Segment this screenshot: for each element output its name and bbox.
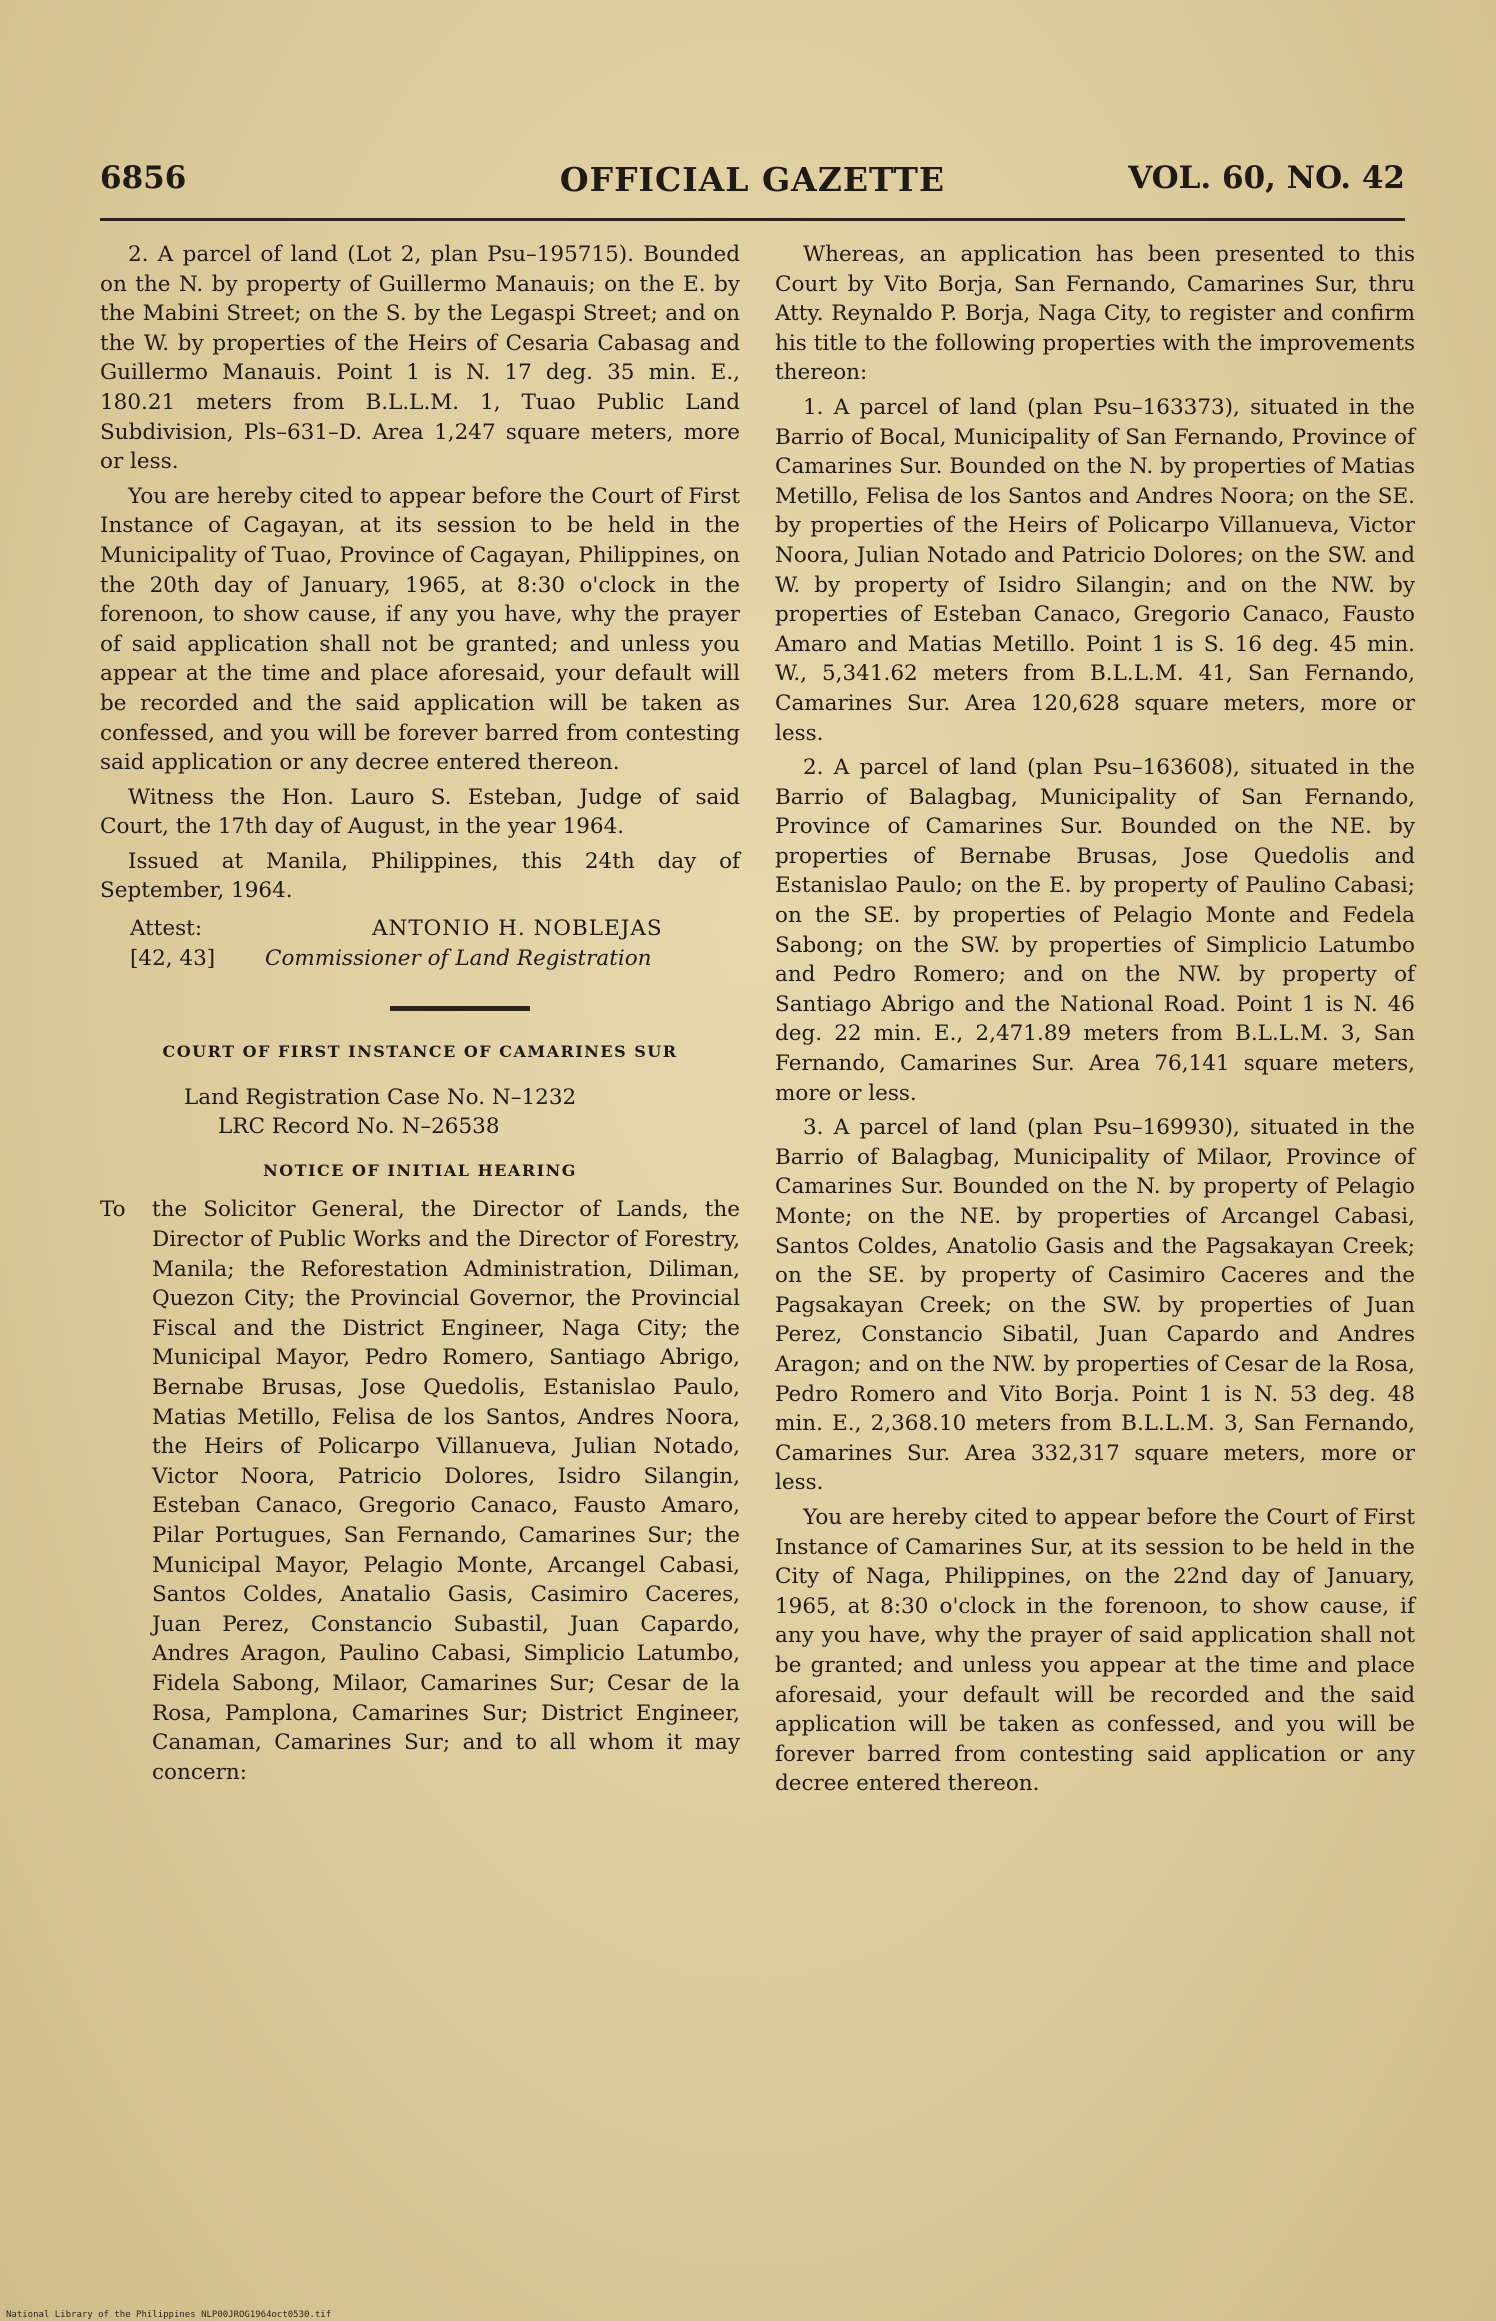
witness-paragraph: Witness the Hon. Lauro S. Esteban, Judge of said Court, the 17th day of August, in the year 1964.	[100, 784, 740, 840]
parcel-paragraph-3: 3. A parcel of land (plan Psu–169930), situated in the Barrio of Balagbag, Municipality of Milaor, Province of Camarines Sur. Bounded on the N. by property of Pelagio Monte; on the NE. by properties of Arcangel Cabasi, Santos Coldes, Anatolio Gasis and the Pagsakayan Creek; on the SE. by property of Casimiro Caceres and the Pagsakayan Creek; on the SW. by properties of Juan Perez, Constancio Sibatil, Juan Capardo and Andres Aragon; and on the NW. by properties of Cesar de la Rosa, Pedro Romero and Vito Borja. Point 1 is N. 53 deg. 48 min. E., 2,368.10 meters from B.L.L.M. 3, San Fernando, Camarines Sur. Area 332,317 square meters, more or less.	[775, 1115, 1415, 1496]
notice-heading: NOTICE OF INITIAL HEARING	[263, 1160, 577, 1180]
citation-paragraph: You are hereby cited to appear before the Court of First Instance of Cagayan, at its session to be held in the Municipality of Tuao, Province of Cagayan, Philippines, on the 20th day of January, 1965, at 8:30 o'clock in the forenoon, to show cause, if any you have, why the prayer of said application shall not be granted; and unless you appear at the time and place aforesaid, your default will be recorded and the said application will be taken as confessed, and you will be forever barred from contesting said application or any decree entered thereon.	[100, 483, 740, 776]
publication-title: OFFICIAL GAZETTE	[559, 160, 946, 199]
attest-label: Attest:	[130, 916, 203, 942]
page-number: 6856	[100, 160, 187, 196]
parcel-paragraph-1: 1. A parcel of land (plan Psu–163373), situated in the Barrio of Bocal, Municipality of San Fernando, Province of Camarines Sur. Bounded on the N. by properties of Matias Metillo, Felisa de los Santos and Andres Noora; on the SE. by properties of the Heirs of Policarpo Villanueva, Victor Noora, Julian Notado and Patricio Dolores; on the SW. and W. by property of Isidro Silangin; and on the NW. by properties of Esteban Canaco, Gregorio Canaco, Fausto Amaro and Matias Metillo. Point 1 is S. 16 deg. 45 min. W., 5,341.62 meters from B.L.L.M. 41, San Fernando, Camarines Sur. Area 120,628 square meters, more or less.	[775, 394, 1415, 746]
attest-block	[100, 914, 740, 976]
scan-footer: National Library of the Philippines NLP00JROG1964oct0530.tif	[6, 2310, 332, 2320]
left-column	[100, 240, 740, 1787]
lrc-record: LRC Record No. N–26538	[218, 1114, 500, 1140]
page-header	[100, 160, 1405, 210]
section-divider	[390, 1006, 530, 1011]
whereas-paragraph: Whereas, an application has been presented to this Court by Vito Borja, San Fernando, Camarines Sur, thru Atty. Reynaldo P. Borja, Naga City, to register and confirm his title to the following properties with the improvements thereon:	[775, 242, 1415, 386]
addressee-block	[100, 1195, 740, 1787]
right-column	[775, 240, 1415, 1804]
addressee-list: the Solicitor General, the Director of Lands, the Director of Public Works and the Director of Forestry, Manila; the Reforestation Administration, Diliman, Quezon City; the Provincial Governor, the Provincial Fiscal and the District Engineer, Naga City; the Municipal Mayor, Pedro Romero, Santiago Abrigo, Bernabe Brusas, Jose Quedolis, Estanislao Paulo, Matias Metillo, Felisa de los Santos, Andres Noora, the Heirs of Policarpo Villanueva, Julian Notado, Victor Noora, Patricio Dolores, Isidro Silangin, Esteban Canaco, Gregorio Canaco, Fausto Amaro, Pilar Portugues, San Fernando, Camarines Sur; the Municipal Mayor, Pelagio Monte, Arcangel Cabasi, Santos Coldes, Anatalio Gasis, Casimiro Caceres, Juan Perez, Constancio Subastil, Juan Capardo, Andres Aragon, Paulino Cabasi, Simplicio Latumbo, Fidela Sabong, Milaor, Camarines Sur; Cesar de la Rosa, Pamplona, Camarines Sur; District Engineer, Canaman, Camarines Sur; and to all whom it may concern:	[152, 1197, 740, 1785]
parcel-paragraph-2: 2. A parcel of land (plan Psu–163608), situated in the Barrio of Balagbag, Municipality of San Fernando, Province of Camarines Sur. Bounded on the NE. by properties of Bernabe Brusas, Jose Quedolis and Estanislao Paulo; on the E. by property of Paulino Cabasi; on the SE. by properties of Pelagio Monte and Fedela Sabong; on the SW. by properties of Simplicio Latumbo and Pedro Romero; and on the NW. by property of Santiago Abrigo and the National Road. Point 1 is N. 46 deg. 22 min. E., 2,471.89 meters from B.L.L.M. 3, San Fernando, Camarines Sur. Area 76,141 square meters, more or less.	[775, 755, 1415, 1106]
header-rule	[100, 218, 1405, 221]
court-heading: COURT OF FIRST INSTANCE OF CAMARINES SUR	[162, 1042, 678, 1062]
to-word: To	[100, 1197, 126, 1223]
volume-number: VOL. 60, NO. 42	[1128, 160, 1405, 196]
attest-name: ANTONIO H. NOBLEJAS	[372, 916, 663, 942]
case-number: Land Registration Case No. N–1232	[184, 1084, 577, 1110]
citation-paragraph-2: You are hereby cited to appear before the Court of First Instance of Camarines Sur, at its session to be held in the City of Naga, Philippines, on the 22nd day of January, 1965, at 8:30 o'clock in the forenoon, to show cause, if any you have, why the prayer of said application shall not be granted; and unless you appear at the time and place aforesaid, your default will be recorded and the said application will be taken as confessed, and you will be forever barred from contesting said application or any decree entered thereon.	[775, 1504, 1415, 1797]
parcel-paragraph: 2. A parcel of land (Lot 2, plan Psu–195715). Bounded on the N. by property of Guillermo Manauis; on the E. by the Mabini Street; on the S. by the Legaspi Street; and on the W. by properties of the Heirs of Cesaria Cabasag and Guillermo Manauis. Point 1 is N. 17 deg. 35 min. E., 180.21 meters from B.L.L.M. 1, Tuao Public Land Subdivision, Pls–631–D. Area 1,247 square meters, more or less.	[100, 242, 740, 475]
attest-role: Commissioner of Land Registration	[265, 946, 652, 972]
issued-paragraph: Issued at Manila, Philippines, this 24th day of September, 1964.	[100, 848, 740, 904]
issue-code: [42, 43]	[130, 946, 216, 972]
